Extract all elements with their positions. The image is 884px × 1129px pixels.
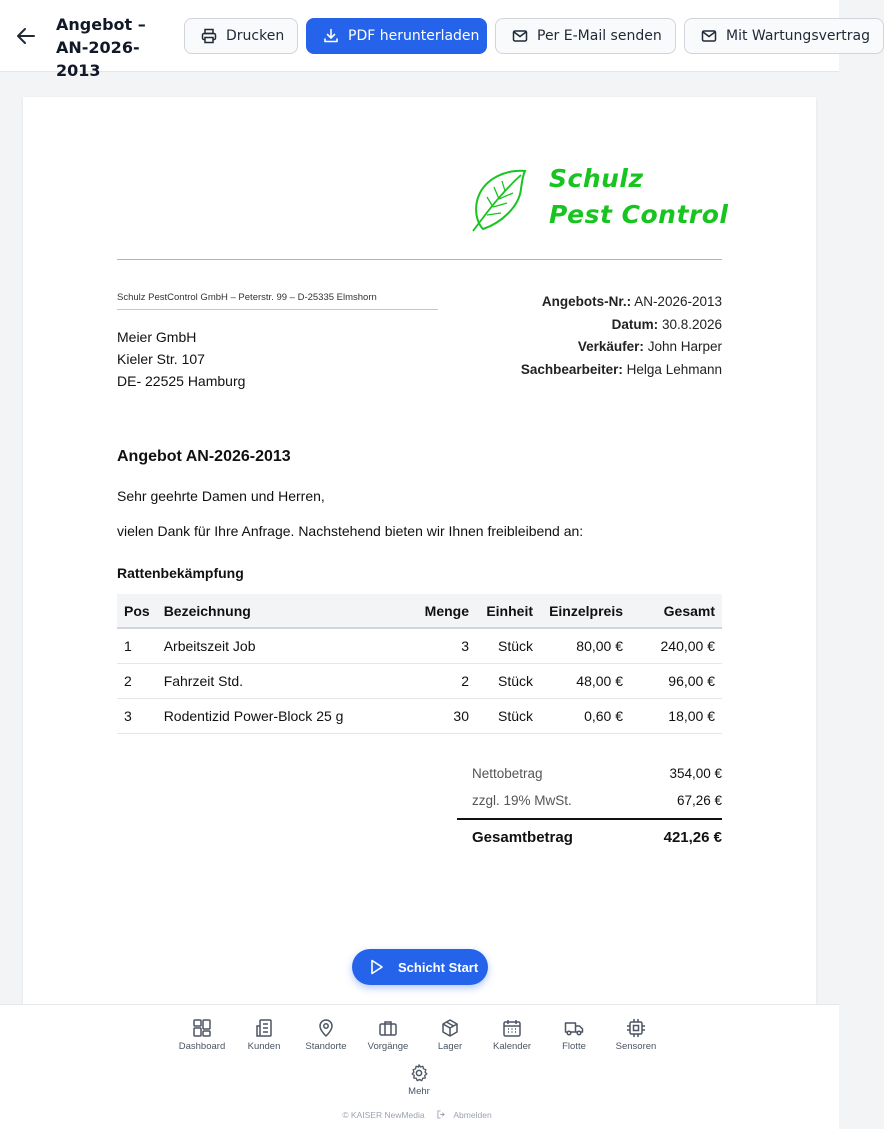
cell-total: 240,00 € (630, 628, 722, 663)
sender-line: Schulz PestControl GmbH – Peterstr. 99 – D-25335 Elmshorn (117, 292, 377, 303)
vat-value: 67,26 € (676, 793, 722, 808)
download-icon (323, 28, 339, 44)
logout-link[interactable] (437, 1110, 497, 1120)
nav-sensors-label: Sensoren (615, 1041, 657, 1052)
company-logo (471, 163, 729, 235)
cell-description: Arbeitszeit Job (157, 628, 412, 663)
nav-calendar[interactable] (481, 1018, 543, 1052)
col-quantity: Menge (412, 594, 476, 628)
leaf-icon (471, 167, 527, 233)
nav-customers[interactable] (233, 1018, 295, 1052)
gear-icon (409, 1063, 429, 1083)
offer-date: 30.8.2026 (661, 316, 722, 332)
cell-unit: Stück (476, 698, 540, 733)
mail-icon (512, 28, 528, 44)
cell-total: 96,00 € (630, 663, 722, 698)
date-label: Datum: (611, 316, 659, 332)
nav-locations[interactable] (295, 1018, 357, 1052)
clerk-label: Sachbearbeiter: (520, 362, 623, 378)
recipient-name: Meier GmbH (117, 329, 197, 345)
play-icon (370, 959, 384, 975)
table-row (117, 698, 722, 733)
email-button-label: Per E-Mail senden (537, 28, 662, 44)
cell-pos: 1 (117, 628, 157, 663)
shift-start-button[interactable] (352, 949, 488, 985)
calendar-icon (502, 1018, 522, 1038)
recipient-city: DE- 22525 Hamburg (117, 373, 246, 389)
cell-unit-price: 48,00 € (540, 663, 630, 698)
cell-quantity: 3 (412, 628, 476, 663)
nav-calendar-label: Kalender (492, 1041, 532, 1052)
print-button-label: Drucken (226, 28, 285, 44)
cell-unit: Stück (476, 628, 540, 663)
col-unit-price: Einzelpreis (540, 594, 630, 628)
nav-more-label: Mehr (408, 1086, 430, 1097)
net-row (457, 760, 722, 787)
nav-fleet[interactable] (543, 1018, 605, 1052)
cell-quantity: 30 (412, 698, 476, 733)
offer-number: AN-2026-2013 (634, 294, 722, 309)
logo-text-line2: Pest Control (549, 200, 729, 229)
col-unit: Einheit (476, 594, 540, 628)
dashboard-icon (192, 1018, 212, 1038)
copyright: © KAISER NewMedia (342, 1110, 425, 1120)
nav-fleet-label: Flotte (562, 1041, 586, 1052)
package-icon (440, 1018, 460, 1038)
maintenance-contract-button-label: Mit Wartungsvertrag (726, 28, 870, 44)
customers-icon (254, 1018, 274, 1038)
table-header-row (117, 594, 722, 628)
pdf-download-button-label: PDF herunterladen (348, 28, 480, 44)
gross-label: Gesamtbetrag (472, 828, 573, 846)
nav-processes[interactable] (357, 1018, 419, 1052)
cell-unit-price: 0,60 € (540, 698, 630, 733)
seller-label: Verkäufer: (577, 339, 644, 355)
recipient-address (117, 326, 245, 392)
bottom-navigation (0, 1004, 839, 1129)
divider (117, 309, 438, 310)
back-arrow-icon[interactable] (14, 24, 38, 48)
table-row (117, 628, 722, 663)
net-value: 354,00 € (669, 766, 722, 781)
cell-unit: Stück (476, 663, 540, 698)
section-title: Rattenbekämpfung (117, 565, 244, 581)
net-label: Nettobetrag (472, 766, 543, 781)
gross-row (457, 818, 722, 854)
page-title: Angebot – AN-2026-2013 (56, 15, 146, 80)
col-total: Gesamt (630, 594, 722, 628)
nav-warehouse[interactable] (419, 1018, 481, 1052)
gross-value: 421,26 € (663, 828, 722, 846)
nav-sensors[interactable] (605, 1018, 667, 1052)
pdf-download-button[interactable] (306, 18, 487, 54)
cell-description: Fahrzeit Std. (157, 663, 412, 698)
email-button[interactable] (495, 18, 676, 54)
col-pos: Pos (117, 594, 157, 628)
totals-block (457, 760, 722, 854)
vat-row (457, 787, 722, 814)
mail-icon (701, 28, 717, 44)
shift-start-label: Schicht Start (398, 959, 479, 975)
divider (117, 259, 722, 260)
nav-locations-label: Standorte (305, 1041, 347, 1052)
cell-total: 18,00 € (630, 698, 722, 733)
maintenance-contract-button[interactable] (684, 18, 884, 54)
chip-icon (626, 1018, 646, 1038)
logo-text-line1: Schulz (549, 164, 644, 193)
print-button[interactable] (184, 18, 298, 54)
intro-text: vielen Dank für Ihre Anfrage. Nachstehend bieten wir Ihnen freibleibend an: (117, 523, 584, 539)
nav-more[interactable] (388, 1063, 450, 1097)
nav-dashboard[interactable] (171, 1018, 233, 1052)
logout-label: Abmelden (453, 1110, 492, 1120)
table-row (117, 663, 722, 698)
col-description: Bezeichnung (157, 594, 412, 628)
cell-unit-price: 80,00 € (540, 628, 630, 663)
offer-document (23, 97, 816, 1017)
nav-warehouse-label: Lager (437, 1041, 463, 1052)
clerk-name: Helga Lehmann (626, 362, 722, 378)
cell-description: Rodentizid Power-Block 25 g (157, 698, 412, 733)
top-bar (0, 0, 870, 80)
nav-dashboard-label: Dashboard (178, 1041, 226, 1052)
seller-name: John Harper (647, 339, 722, 355)
printer-icon (201, 28, 217, 44)
nav-customers-label: Kunden (247, 1041, 281, 1052)
cell-pos: 3 (117, 698, 157, 733)
logout-icon (437, 1110, 446, 1119)
cell-pos: 2 (117, 663, 157, 698)
vat-label: zzgl. 19% MwSt. (472, 793, 572, 808)
cell-quantity: 2 (412, 663, 476, 698)
nav-processes-label: Vorgänge (367, 1041, 409, 1052)
document-title: Angebot AN-2026-2013 (117, 448, 291, 465)
items-table (117, 594, 722, 734)
location-icon (316, 1018, 336, 1038)
truck-icon (564, 1018, 584, 1038)
footer (0, 1110, 839, 1120)
briefcase-icon (378, 1018, 398, 1038)
offer-number-label: Angebots-Nr.: (541, 294, 632, 309)
salutation: Sehr geehrte Damen und Herren, (117, 488, 325, 504)
recipient-street: Kieler Str. 107 (117, 351, 205, 367)
offer-meta (521, 291, 722, 382)
